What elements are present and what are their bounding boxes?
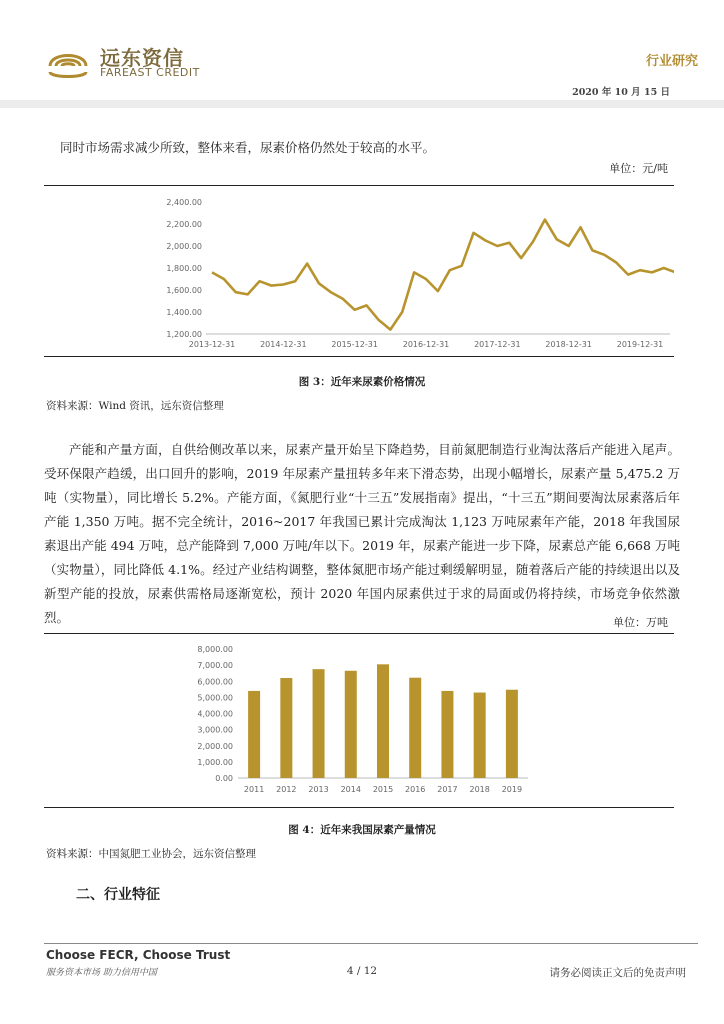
- figure3-unit: 单位：元/吨: [609, 162, 668, 175]
- y-tick-label: 1,400.00: [166, 308, 202, 317]
- x-tick-label: 2016: [405, 785, 426, 794]
- bar-2018: [474, 693, 486, 778]
- footer-rule: [44, 943, 698, 944]
- y-tick-label: 7,000.00: [197, 661, 233, 671]
- header-bar: [0, 100, 724, 108]
- x-tick-label: 2016-12-31: [402, 340, 450, 349]
- fareast-credit-logo-icon: [44, 42, 92, 80]
- x-tick-label: 2017: [437, 785, 458, 794]
- y-tick-label: 6,000.00: [197, 677, 233, 687]
- x-tick-label: 2015-12-31: [331, 340, 378, 349]
- y-tick-label: 2,000.00: [166, 242, 202, 251]
- y-tick-label: 2,000.00: [197, 741, 233, 751]
- figure3-source: 资料来源：Wind 资讯，远东资信整理: [46, 400, 224, 412]
- bar-2012: [280, 678, 292, 778]
- x-tick-label: 2018: [469, 785, 490, 794]
- x-tick-label: 2013: [308, 785, 329, 794]
- y-tick-label: 8,000.00: [197, 645, 233, 654]
- x-tick-label: 2019: [501, 785, 523, 794]
- figure4-caption: 图 4：近年来我国尿素产量情况: [288, 824, 436, 836]
- urea-price-line-chart: [44, 186, 674, 356]
- bar-2014: [345, 671, 357, 778]
- x-tick-label: 2019-12-31: [616, 340, 664, 349]
- urea-output-bar-chart: [44, 634, 674, 804]
- footer-disclaimer: 请务必阅读正文后的免责声明: [549, 967, 686, 979]
- section-heading: 二、行业特征: [76, 887, 160, 903]
- y-tick-label: 1,600.00: [166, 286, 202, 295]
- bar-2011: [248, 691, 260, 778]
- x-tick-label: 2017-12-31: [474, 340, 521, 349]
- y-tick-label: 1,800.00: [166, 264, 202, 273]
- section-label: 行业研究: [645, 54, 698, 69]
- intro-line: 同时市场需求减少所致，整体来看，尿素价格仍然处于较高的水平。: [60, 140, 436, 155]
- x-tick-label: 2014-12-31: [260, 340, 307, 349]
- x-tick-label: 2011: [243, 785, 265, 794]
- brand-name-cn: 远东资信: [100, 46, 184, 70]
- y-tick-label: 1,200.00: [166, 330, 202, 339]
- body-paragraph: 产能和产量方面，自供给侧改革以来，尿素产量开始呈下降趋势，目前氮肥制造行业淘汰落后产能进入尾声。受环保限产趋缓，出口回升的影响，2019 年尿素产量扭转多年来下滑态势，出现小幅增长，尿素产量 5,475.2 万吨（实物量），同比增长 5.2%。产能方面，《氮肥行业“十三五”发展指南》提出，“十三五”期间要淘汰尿素落后年产能 1,350 万吨。据不完全统计，2016~2017 年我国已累计完成淘汰 1,123 万吨尿素年产能，2018 年我国尿素退出产能 494 万吨，总产能降到 7,000 万吨/年以下。2019 年，尿素产能进一步下降，尿素总产能 6,668 万吨（实物量），同比降低 4.1%。经过产业结构调整，整体氮肥市场产能过剩缓解明显，随着落后产能的持续退出以及新型产能的投放，尿素供需格局逐渐宽松，预计 2020 年国内尿素供过于求的局面或仍将持续，市场竞争依然激烈。: [44, 442, 680, 625]
- brand-name-en: FAREAST CREDIT: [100, 66, 200, 79]
- price-series-line: [212, 220, 674, 330]
- figure4-source: 资料来源：中国氮肥工业协会，远东资信整理: [46, 848, 256, 860]
- bar-2016: [409, 678, 421, 778]
- bar-2015: [377, 664, 389, 778]
- page-number: 4 / 12: [346, 965, 378, 977]
- x-tick-label: 2012: [276, 785, 297, 794]
- y-tick-label: 3,000.00: [197, 725, 233, 735]
- footer-slogan: Choose FECR, Choose Trust: [46, 948, 231, 962]
- report-date: 2020 年 10 月 15 日: [572, 87, 670, 98]
- bar-2017: [441, 691, 453, 778]
- figure3-caption: 图 3：近年来尿素价格情况: [298, 376, 426, 388]
- y-tick-label: 0.00: [215, 774, 233, 783]
- figure4-unit: 单位：万吨: [613, 616, 668, 629]
- x-tick-label: 2015: [372, 785, 394, 794]
- y-tick-label: 5,000.00: [197, 693, 233, 703]
- bar-2019: [506, 690, 518, 778]
- figure4-bottom-rule: [44, 807, 674, 808]
- figure3-bottom-rule: [44, 356, 674, 357]
- x-tick-label: 2018-12-31: [545, 340, 592, 349]
- y-tick-label: 4,000.00: [197, 709, 233, 719]
- y-tick-label: 2,400.00: [166, 198, 202, 207]
- bar-2013: [313, 669, 325, 778]
- x-tick-label: 2014: [340, 785, 361, 794]
- x-tick-label: 2013-12-31: [188, 340, 236, 349]
- y-tick-label: 1,000.00: [197, 757, 233, 767]
- y-tick-label: 2,200.00: [166, 220, 202, 229]
- footer-subslogan: 服务资本市场 助力信用中国: [46, 968, 157, 978]
